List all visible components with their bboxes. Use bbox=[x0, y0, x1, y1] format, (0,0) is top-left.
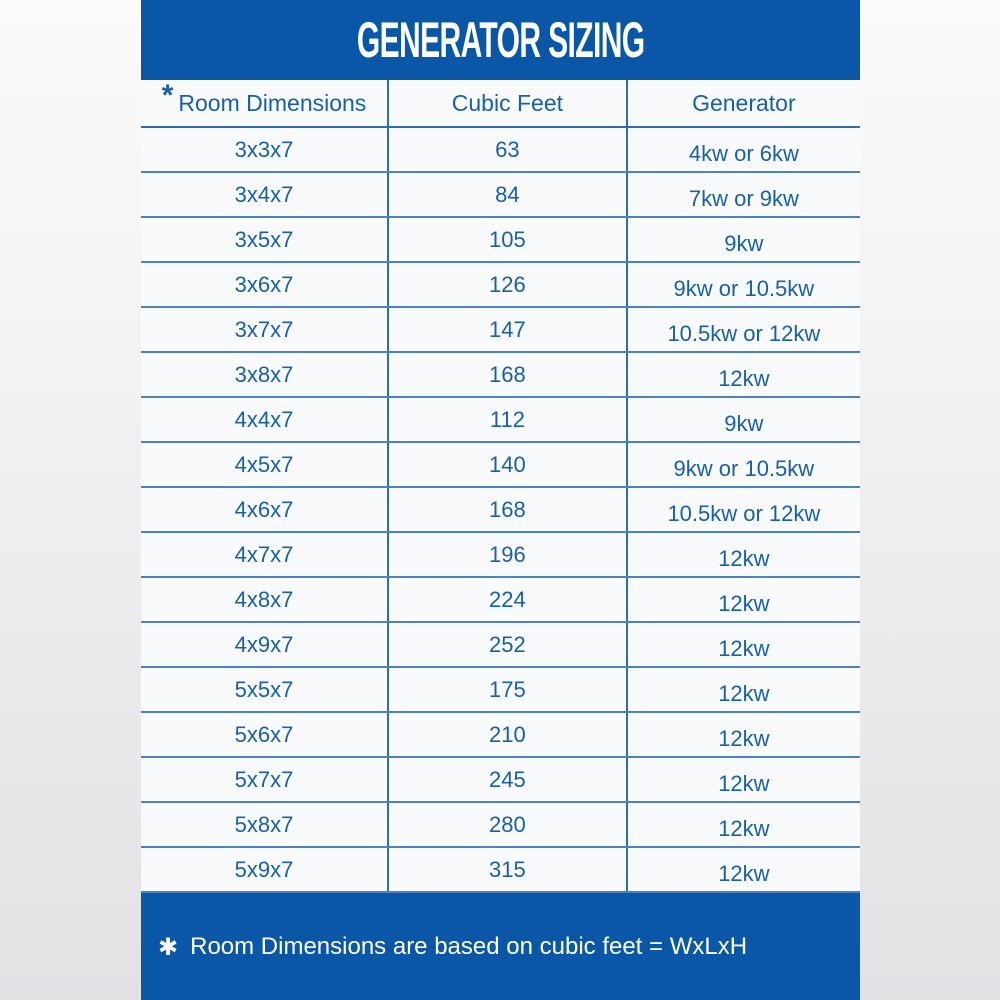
room-dimensions-cell: 4x7x7 bbox=[141, 533, 389, 576]
table-row bbox=[141, 353, 860, 398]
table-row bbox=[141, 803, 860, 848]
cubic-feet-cell: 245 bbox=[389, 758, 628, 801]
generator-cell: 12kw bbox=[628, 803, 860, 846]
table-row bbox=[141, 578, 860, 623]
table-row bbox=[141, 713, 860, 758]
room-dimensions-cell: 3x7x7 bbox=[141, 308, 389, 351]
cubic-feet-cell: 105 bbox=[389, 218, 628, 261]
cubic-feet-cell: 252 bbox=[389, 623, 628, 666]
room-dimensions-cell: 4x8x7 bbox=[141, 578, 389, 621]
table-row bbox=[141, 218, 860, 263]
room-dimensions-cell: 5x6x7 bbox=[141, 713, 389, 756]
table-row bbox=[141, 848, 860, 893]
table-row bbox=[141, 533, 860, 578]
page-title: GENERATOR SIZING bbox=[356, 12, 645, 68]
table-row bbox=[141, 173, 860, 218]
cubic-feet-cell: 224 bbox=[389, 578, 628, 621]
header-generator-label: Generator bbox=[692, 89, 796, 116]
cubic-feet-cell: 315 bbox=[389, 848, 628, 891]
cubic-feet-cell: 63 bbox=[389, 128, 628, 171]
generator-cell: 12kw bbox=[628, 758, 860, 801]
generator-cell: 10.5kw or 12kw bbox=[628, 488, 860, 531]
room-dimensions-cell: 3x6x7 bbox=[141, 263, 389, 306]
generator-cell: 9kw bbox=[628, 398, 860, 441]
footnote-text: Room Dimensions are based on cubic feet = WxLxH bbox=[190, 932, 748, 960]
room-dimensions-cell: 4x5x7 bbox=[141, 443, 389, 486]
cubic-feet-cell: 196 bbox=[389, 533, 628, 576]
footnote bbox=[141, 893, 860, 1000]
table-row bbox=[141, 308, 860, 353]
generator-cell: 4kw or 6kw bbox=[628, 128, 860, 171]
generator-cell: 12kw bbox=[628, 848, 860, 891]
room-dimensions-cell: 4x6x7 bbox=[141, 488, 389, 531]
asterisk-icon: ✱ bbox=[158, 934, 179, 961]
table-row bbox=[141, 398, 860, 443]
title-band bbox=[141, 0, 860, 80]
cubic-feet-cell: 126 bbox=[389, 263, 628, 306]
generator-cell: 12kw bbox=[628, 578, 860, 621]
cubic-feet-cell: 175 bbox=[389, 668, 628, 711]
room-dimensions-cell: 5x9x7 bbox=[141, 848, 389, 891]
header-room-dimensions-label: Room Dimensions bbox=[178, 89, 367, 116]
cubic-feet-cell: 168 bbox=[389, 488, 628, 531]
header-generator bbox=[628, 80, 860, 126]
cubic-feet-cell: 280 bbox=[389, 803, 628, 846]
cubic-feet-cell: 210 bbox=[389, 713, 628, 756]
generator-cell: 12kw bbox=[628, 623, 860, 666]
header-cubic-feet-label: Cubic Feet bbox=[451, 89, 563, 116]
sizing-table bbox=[141, 80, 860, 893]
cubic-feet-cell: 168 bbox=[389, 353, 628, 396]
table-row bbox=[141, 128, 860, 173]
room-dimensions-cell: 3x3x7 bbox=[141, 128, 389, 171]
table-header-row bbox=[141, 80, 860, 128]
cubic-feet-cell: 140 bbox=[389, 443, 628, 486]
generator-sizing-panel bbox=[141, 0, 860, 1000]
room-dimensions-cell: 3x8x7 bbox=[141, 353, 389, 396]
table-row bbox=[141, 623, 860, 668]
generator-cell: 7kw or 9kw bbox=[628, 173, 860, 216]
room-dimensions-cell: 5x5x7 bbox=[141, 668, 389, 711]
table-row bbox=[141, 668, 860, 713]
room-dimensions-cell: 4x9x7 bbox=[141, 623, 389, 666]
generator-cell: 9kw or 10.5kw bbox=[628, 443, 860, 486]
generator-cell: 9kw or 10.5kw bbox=[628, 263, 860, 306]
generator-cell: 10.5kw or 12kw bbox=[628, 308, 860, 351]
room-dimensions-cell: 3x4x7 bbox=[141, 173, 389, 216]
room-dimensions-cell: 4x4x7 bbox=[141, 398, 389, 441]
room-dimensions-cell: 5x7x7 bbox=[141, 758, 389, 801]
header-room-dimensions bbox=[141, 80, 389, 126]
table-row bbox=[141, 758, 860, 803]
cubic-feet-cell: 112 bbox=[389, 398, 628, 441]
header-cubic-feet bbox=[389, 80, 628, 126]
cubic-feet-cell: 84 bbox=[389, 173, 628, 216]
generator-cell: 12kw bbox=[628, 533, 860, 576]
table-row bbox=[141, 488, 860, 533]
asterisk-icon: * bbox=[161, 79, 174, 112]
generator-cell: 12kw bbox=[628, 668, 860, 711]
generator-cell: 12kw bbox=[628, 713, 860, 756]
table-row bbox=[141, 443, 860, 488]
room-dimensions-cell: 3x5x7 bbox=[141, 218, 389, 261]
room-dimensions-cell: 5x8x7 bbox=[141, 803, 389, 846]
table-row bbox=[141, 263, 860, 308]
generator-cell: 12kw bbox=[628, 353, 860, 396]
generator-cell: 9kw bbox=[628, 218, 860, 261]
cubic-feet-cell: 147 bbox=[389, 308, 628, 351]
